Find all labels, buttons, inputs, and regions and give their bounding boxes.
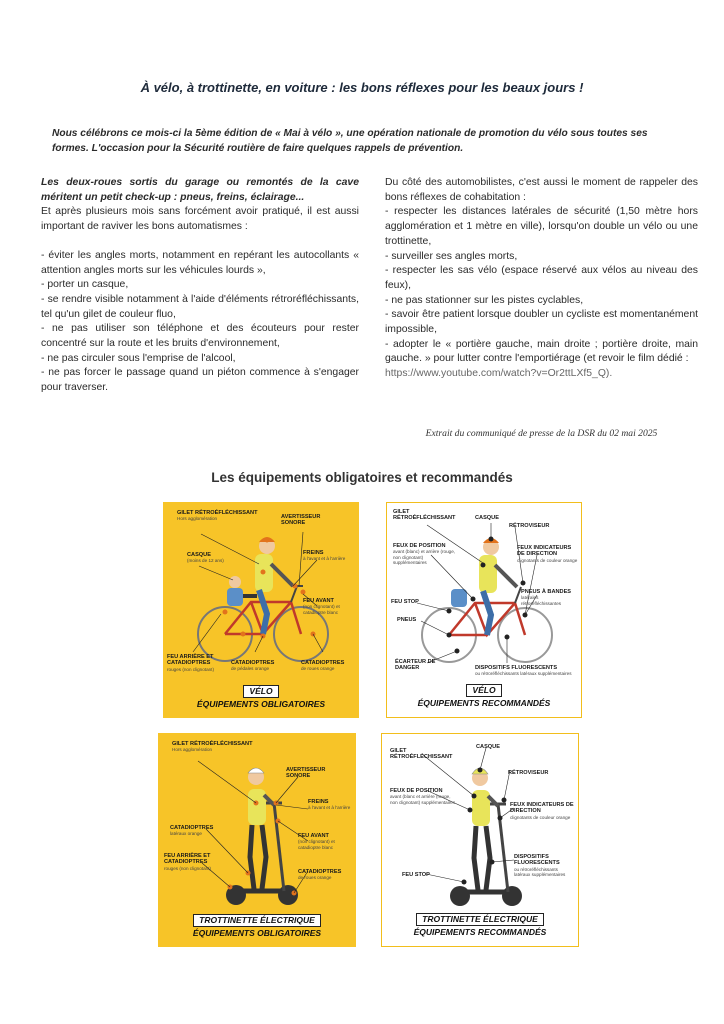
right-item: - respecter les sas vélo (espace réservé aux vélos au niveau des feux),: [385, 265, 698, 291]
label-feux-position: FEUX DE POSITION: [390, 788, 443, 794]
label-casque: CASQUE: [475, 515, 499, 521]
label-pneus: PNEUS: [397, 617, 417, 623]
panel-caption-name: TROTTINETTE ÉLECTRIQUE: [193, 914, 321, 927]
left-item: - éviter les angles morts, notamment en repérant les autocollants « attention angles morts sur les véhicules lourds »,: [41, 249, 359, 276]
label-feu-arriere: FEU ARRIÈRE ET CATADIOPTRES: [167, 654, 214, 667]
label-feu-avant: FEU AVANT: [303, 598, 334, 604]
label-freins: FREINS: [303, 550, 324, 556]
label-dispositifs: DISPOSITIFS FLUORESCENTS: [475, 665, 558, 671]
right-item: - adopter le « portière gauche, main droite ; portière droite, main gauche. » pour lutter contre l'emportiérage (et revoir le film dédié :: [385, 338, 698, 365]
right-item: - savoir être patient lorsque doubler un cycliste est momentanément impossible,: [385, 309, 698, 336]
left-item: - ne pas forcer le passage quand un piéton commence à s'engager pour traverser.: [41, 367, 359, 394]
panel-velo-obligatoires: GILET RÉTROÉFLÉCHISSANT Hors agglomération AVERTISSEUR SONORE CASQUE (moins de 12 ans) FREINS à l'avant et à l'arrière FEU AVANT (non clignotant) et catadioptre blanc FEU ARRIÈRE ET CATADIOPTRES rouges (non clignotant) CATADIOPTRES de pédales orange CATADIOPTRES de roues orange VÉLO ÉQUIPEMENTS OBLIGATOIRES: [163, 502, 359, 718]
label-feu-stop: FEU STOP: [391, 599, 419, 605]
label-feux-position: FEUX DE POSITION: [393, 543, 446, 549]
section-title: Les équipements obligatoires et recommandés: [211, 470, 513, 485]
right-item: - surveiller ses angles morts,: [385, 250, 518, 262]
label-retroviseur: RÉTROVISEUR: [508, 770, 549, 776]
left-item: - se rendre visible notamment à l'aide d'éléments rétroréfléchissants, tel qu'un gilet de couleur fluo,: [41, 293, 359, 320]
label-casque: CASQUE: [476, 744, 500, 750]
panel-caption-name: VÉLO: [243, 685, 278, 698]
right-para: Du côté des automobilistes, c'est aussi le moment de rappeler des bons réflexes de cohabitation :: [385, 177, 698, 203]
right-item: - ne pas stationner sur les pistes cyclables,: [385, 294, 584, 306]
label-avertisseur: AVERTISSEUR SONORE: [286, 767, 326, 780]
panel-caption-sub: ÉQUIPEMENTS OBLIGATOIRES: [192, 928, 322, 938]
label-feu-arriere: FEU ARRIÈRE ET CATADIOPTRES: [164, 853, 211, 866]
left-item: - ne pas circuler sous l'emprise de l'alcool,: [41, 352, 236, 364]
left-lead: Les deux-roues sortis du garage ou remontés de la cave méritent un petit check-up : pneus, freins, éclairage...: [41, 177, 359, 203]
panel-caption-name: VÉLO: [466, 684, 501, 697]
panel-caption-name: TROTTINETTE ÉLECTRIQUE: [416, 913, 544, 926]
label-gilet: GILET RÉTROÉFLÉCHISSANT: [390, 748, 453, 761]
left-para: Et après plusieurs mois sans forcément avoir pratiqué, il est aussi important de raviver les bons automatismes :: [41, 206, 359, 233]
label-pneus-bandes: PNEUS À BANDES: [521, 589, 572, 595]
label-cata-pedales: CATADIOPTRES: [231, 660, 275, 666]
left-column: [41, 176, 359, 396]
left-item: - ne pas utiliser son téléphone et des écouteurs pour rester concentré sur la route et les bruits d'environnement,: [41, 323, 359, 350]
label-feux-indicateurs: FEUX INDICATEURS DE DIRECTION: [517, 545, 572, 558]
page-title: À vélo, à trottinette, en voiture : les bons réflexes pour les beaux jours !: [140, 80, 584, 95]
panel-trottinette-recommandes: GILET RÉTROÉFLÉCHISSANT CASQUE RÉTROVISEUR FEUX DE POSITION avant (blanc et arrière (rouge, non clignotant) supplémentaires FEUX INDICATEURS DE DIRECTION clignotants de couleur orange FEU STOP DISPOSITIFS FLUORESCENTS ou rétroréfléchissants latéraux supplémentaires TROTTINETTE ÉLECTRIQUE ÉQUIPEMENTS RECOMMANDÉS: [381, 733, 579, 947]
label-ecarteur: ÉCARTEUR DE DANGER: [395, 659, 436, 672]
label-feu-stop: FEU STOP: [402, 872, 430, 878]
right-column: [385, 176, 698, 382]
panel-trottinette-obligatoires: GILET RÉTROÉFLÉCHISSANT Hors agglomération AVERTISSEUR SONORE FREINS à l'avant et à l'arrière CATADIOPTRES latéraux orange FEU AVANT (non clignotant) et catadioptre blanc FEU ARRIÈRE ET CATADIOPTRES rouges (non clignotant) CATADIOPTRES de roues orange TROTTINETTE ÉLECTRIQUE ÉQUIPEMENTS OBLIGATOIRES: [158, 733, 356, 947]
label-avertisseur: AVERTISSEUR SONORE: [281, 514, 321, 527]
label-feux-indicateurs: FEUX INDICATEURS DE DIRECTION: [510, 802, 574, 815]
label-cata-roues: CATADIOPTRES: [298, 869, 342, 875]
label-dispositifs: DISPOSITIFS FLUORESCENTS: [514, 854, 560, 867]
label-feu-avant: FEU AVANT: [298, 833, 329, 839]
panel-caption-sub: ÉQUIPEMENTS RECOMMANDÉS: [417, 698, 551, 708]
panel-caption-sub: ÉQUIPEMENTS OBLIGATOIRES: [196, 699, 326, 709]
label-freins: FREINS: [308, 799, 329, 805]
label-gilet: GILET RÉTROÉFLÉCHISSANT: [172, 741, 253, 747]
label-casque: CASQUE: [187, 552, 211, 558]
label-cata-roues: CATADIOPTRES: [301, 660, 345, 666]
panel-caption-sub: ÉQUIPEMENTS RECOMMANDÉS: [413, 927, 547, 937]
right-item: - respecter les distances latérales de sécurité (1,50 mètre hors agglomération et 1 mètre en ville), lorsqu'on double un vélo ou une trottinette,: [385, 206, 698, 247]
video-link[interactable]: https://www.youtube.com/watch?v=Or2ttLXf5_Q).: [385, 368, 613, 380]
press-caption: Extrait du communiqué de presse de la DSR du 02 mai 2025: [425, 428, 658, 439]
left-item: - porter un casque,: [41, 279, 129, 291]
label-retroviseur: RÉTROVISEUR: [509, 523, 550, 529]
label-cata-lateraux: CATADIOPTRES: [170, 825, 214, 831]
panel-velo-recommandes: GILET RÉTROÉFLÉCHISSANT CASQUE RÉTROVISEUR FEUX DE POSITION avant (blanc) et arrière (rouge, non clignotant) supplémentaires FEUX INDICATEURS DE DIRECTION clignotants de couleur orange FEU STOP PNEUS À BANDES latérales rétroréfléchissantes PNEUS ÉCARTEUR DE DANGER DISPOSITIFS FLUORESCENTS ou rétroréfléchissants latéraux supplémentaires VÉLO ÉQUIPEMENTS RECOMMANDÉS: [386, 502, 582, 718]
intro-paragraph: Nous célébrons ce mois-ci la 5ème édition de « Mai à vélo », une opération nationale de promotion du vélo sous toutes ses formes. L'occasion pour la Sécurité routière de faire quelques rappels de prévention.: [52, 128, 648, 154]
label-gilet: GILET RÉTROÉFLÉCHISSANT: [177, 510, 258, 516]
label-gilet: GILET RÉTROÉFLÉCHISSANT: [393, 509, 456, 522]
